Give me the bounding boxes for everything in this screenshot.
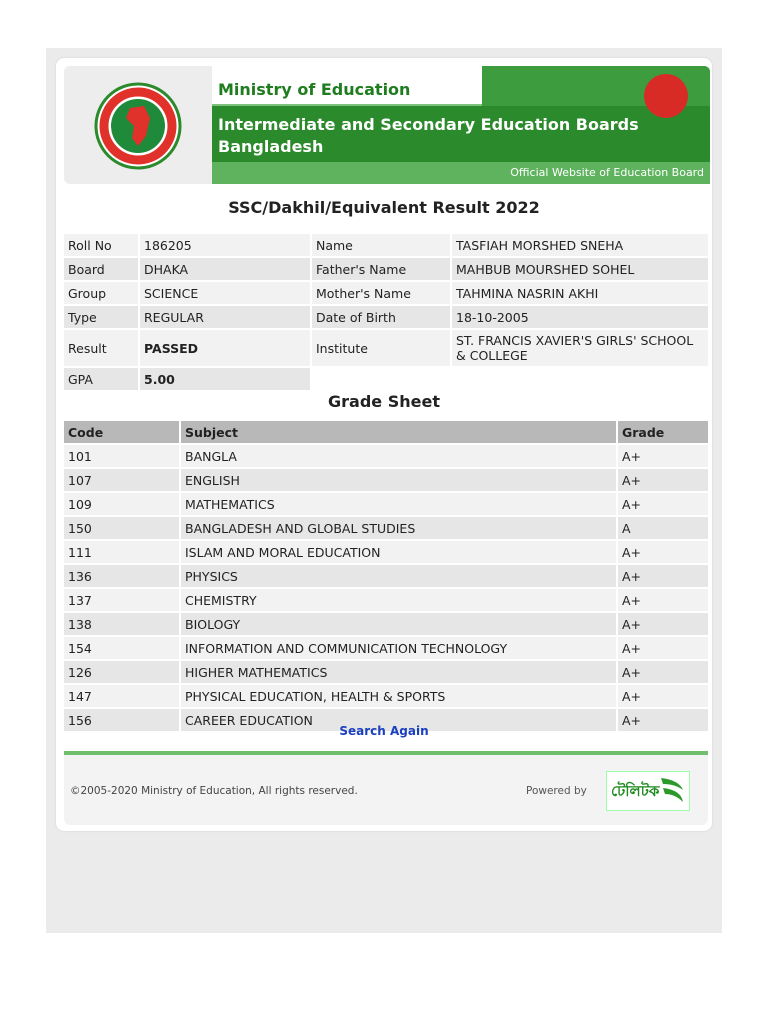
subject-code: 147 [64,685,179,707]
info-label: Roll No [64,234,138,256]
subject-grade: A+ [618,685,708,707]
info-row [64,234,708,256]
grade-row [64,685,708,707]
seal-icon [64,66,212,184]
subject-name: BIOLOGY [181,613,616,635]
subject-grade: A+ [618,565,708,587]
grade-sheet-title: Grade Sheet [328,392,440,411]
footer [64,755,708,825]
subject-name: MATHEMATICS [181,493,616,515]
subject-grade: A+ [618,445,708,467]
info-label: Group [64,282,138,304]
dob-value: 18-10-2005 [452,306,708,328]
teletalk-logo[interactable] [606,771,690,811]
page-background [46,48,722,933]
info-label: Institute [312,330,450,366]
grade-row [64,613,708,635]
subject-name: BANGLA [181,445,616,467]
board-value: DHAKA [140,258,310,280]
subject-code: 101 [64,445,179,467]
header-banner [212,66,710,184]
ministry-title: Ministry of Education [218,80,411,99]
subject-grade: A+ [618,709,708,731]
copyright-text: ©2005-2020 Ministry of Education, All rights reserved. [70,785,358,797]
subject-code: 109 [64,493,179,515]
subject-name: CHEMISTRY [181,589,616,611]
subject-name: HIGHER MATHEMATICS [181,661,616,683]
info-row [64,282,708,304]
subject-code: 136 [64,565,179,587]
subject-grade: A+ [618,589,708,611]
teletalk-logo-text: টেলিটক [611,782,660,800]
subject-name: INFORMATION AND COMMUNICATION TECHNOLOGY [181,637,616,659]
subject-grade: A+ [618,637,708,659]
subject-code: 137 [64,589,179,611]
subject-grade: A [618,517,708,539]
subject-grade: A+ [618,469,708,491]
gpa-value: 5.00 [140,368,310,390]
subject-code: 111 [64,541,179,563]
institute-value: ST. FRANCIS XAVIER'S GIRLS' SCHOOL & COLLEGE [452,330,708,366]
board-title-line1: Intermediate and Secondary Education Boards [218,115,639,134]
site-header [64,66,710,184]
teletalk-swoosh-icon [657,774,687,808]
subject-name: CAREER EDUCATION [181,709,616,731]
info-label: Type [64,306,138,328]
info-label: Result [64,330,138,366]
info-label: Father's Name [312,258,450,280]
subject-code: 126 [64,661,179,683]
subject-grade: A+ [618,541,708,563]
subject-grade: A+ [618,613,708,635]
subject-code: 150 [64,517,179,539]
roll-value: 186205 [140,234,310,256]
info-row [64,306,708,328]
info-empty [312,368,708,390]
mother-value: TAHMINA NASRIN AKHI [452,282,708,304]
result-panel [56,58,712,831]
info-label: Name [312,234,450,256]
grade-header: Grade [618,421,708,443]
flag-emblem [644,74,688,118]
grade-row [64,493,708,515]
father-value: MAHBUB MOURSHED SOHEL [452,258,708,280]
subject-code: 138 [64,613,179,635]
info-label: Board [64,258,138,280]
type-value: REGULAR [140,306,310,328]
subject-grade: A+ [618,493,708,515]
grade-row [64,565,708,587]
info-label: Mother's Name [312,282,450,304]
grade-row [64,637,708,659]
info-label: Date of Birth [312,306,450,328]
grade-row [64,469,708,491]
info-row [64,368,708,390]
subject-name: PHYSICAL EDUCATION, HEALTH & SPORTS [181,685,616,707]
info-row [64,258,708,280]
subject-name: PHYSICS [181,565,616,587]
code-header: Code [64,421,179,443]
search-again-link[interactable]: Search Again [339,724,429,738]
subject-header: Subject [181,421,616,443]
subject-code: 154 [64,637,179,659]
name-value: TASFIAH MORSHED SNEHA [452,234,708,256]
subject-code: 107 [64,469,179,491]
result-value: PASSED [140,330,310,366]
subject-name: BANGLADESH AND GLOBAL STUDIES [181,517,616,539]
powered-by-label: Powered by [526,785,587,797]
info-row [64,330,708,366]
grade-row [64,517,708,539]
subject-code: 156 [64,709,179,731]
government-seal [64,66,212,184]
info-label: GPA [64,368,138,390]
board-title-line2: Bangladesh [218,137,324,156]
grade-row [64,589,708,611]
grade-row [64,445,708,467]
group-value: SCIENCE [140,282,310,304]
subject-grade: A+ [618,661,708,683]
grade-header-row [64,421,708,443]
subject-name: ENGLISH [181,469,616,491]
page-title: SSC/Dakhil/Equivalent Result 2022 [228,198,540,217]
grade-row [64,541,708,563]
grade-sheet-table [62,419,710,733]
grade-row [64,661,708,683]
student-info-table [62,232,710,392]
official-website-label: Official Website of Education Board [510,166,704,179]
board-title [218,114,639,158]
subject-name: ISLAM AND MORAL EDUCATION [181,541,616,563]
